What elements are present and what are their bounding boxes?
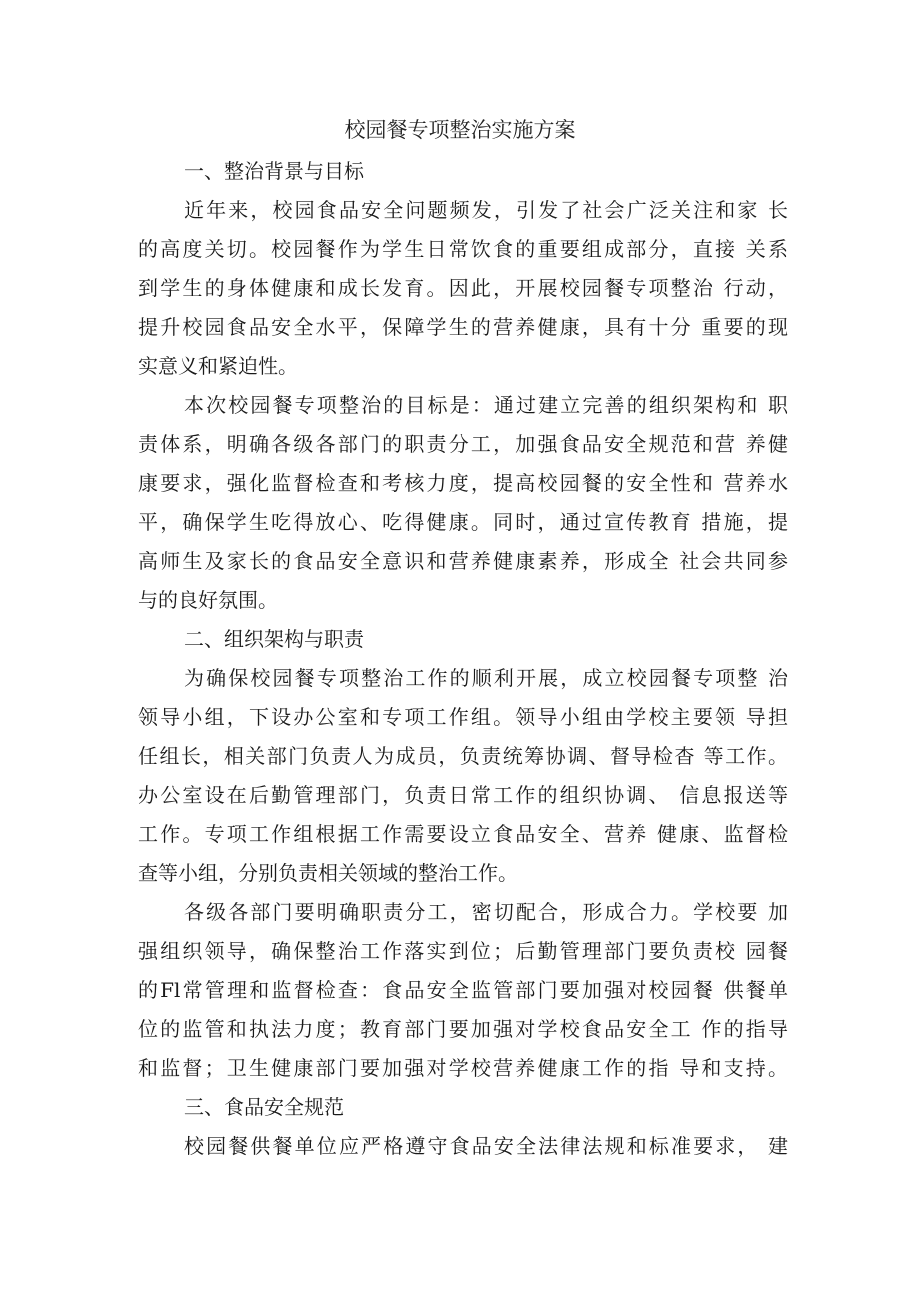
paragraph [138, 893, 788, 1088]
text-line: 办公室设在后勤管理部门，负责日常工作的组织协调、 信息报送等 [138, 783, 788, 807]
text-line: 与的良好氛围。 [138, 588, 278, 612]
text-line: 到学生的身体健康和成长发育。因此，开展校园餐专项整治 行动， [138, 276, 788, 300]
text-line: 近年来，校园食品安全问题频发，引发了社会广泛关注和家 长 [184, 198, 788, 222]
paragraph [138, 386, 788, 620]
section-heading: 一、整治背景与目标 [184, 159, 364, 183]
text-line: 位的监管和执法力度；教育部门要加强对学校食品安全工 作的指导 [138, 1017, 788, 1041]
paragraph [138, 659, 788, 893]
document-body [138, 152, 788, 1166]
text-line: 高师生及家长的食品安全意识和营养健康素养，形成全 社会共同参 [138, 549, 788, 573]
text-line: 本次校园餐专项整治的目标是：通过建立完善的组织架构和 职 [184, 393, 788, 417]
text-line: 和监督；卫生健康部门要加强对学校营养健康工作的指 导和支持。 [138, 1056, 788, 1080]
text-line: 查等小组，分别负责相关领域的整治工作。 [138, 861, 518, 885]
section-heading: 三、食品安全规范 [184, 1095, 344, 1119]
text-line: 实意义和紧迫性。 [138, 354, 298, 378]
text-line: 领导小组，下设办公室和专项工作组。领导小组由学校主要领 导担 [138, 705, 788, 729]
text-line: 各级各部门要明确职责分工，密切配合，形成合力。学校要 加 [184, 900, 788, 924]
text-line: 工作。专项工作组根据工作需要设立食品安全、营养 健康、监督检 [138, 822, 788, 846]
document-title: 校园餐专项整治实施方案 [344, 118, 576, 142]
section-heading: 二、组织架构与职责 [184, 627, 364, 651]
paragraph [138, 1127, 788, 1166]
text-line: 的高度关切。校园餐作为学生日常饮食的重要组成部分，直接 关系 [138, 237, 788, 261]
text-line: 平，确保学生吃得放心、吃得健康。同时，通过宣传教育 措施，提 [138, 510, 788, 534]
paragraph [138, 191, 788, 386]
text-line: 强组织领导，确保整治工作落实到位；后勤管理部门要负责校 园餐 [138, 939, 788, 963]
text-line: 的Fl常管理和监督检查：食品安全监管部门要加强对校园餐 供餐单 [138, 978, 788, 1002]
text-line: 为确保校园餐专项整治工作的顺利开展，成立校园餐专项整 治 [184, 666, 788, 690]
text-line: 提升校园食品安全水平，保障学生的营养健康，具有十分 重要的现 [138, 315, 788, 339]
text-line: 任组长，相关部门负责人为成员，负责统筹协调、督导检杳 等工作。 [138, 744, 788, 768]
text-line: 校园餐供餐单位应严格遵守食品安全法律法规和标准要求， 建 [184, 1134, 788, 1158]
text-line: 康要求，强化监督检查和考核力度，提高校园餐的安全性和 营养水 [138, 471, 788, 495]
text-line: 责体系，明确各级各部门的职责分工，加强食品安全规范和营 养健 [138, 432, 788, 456]
